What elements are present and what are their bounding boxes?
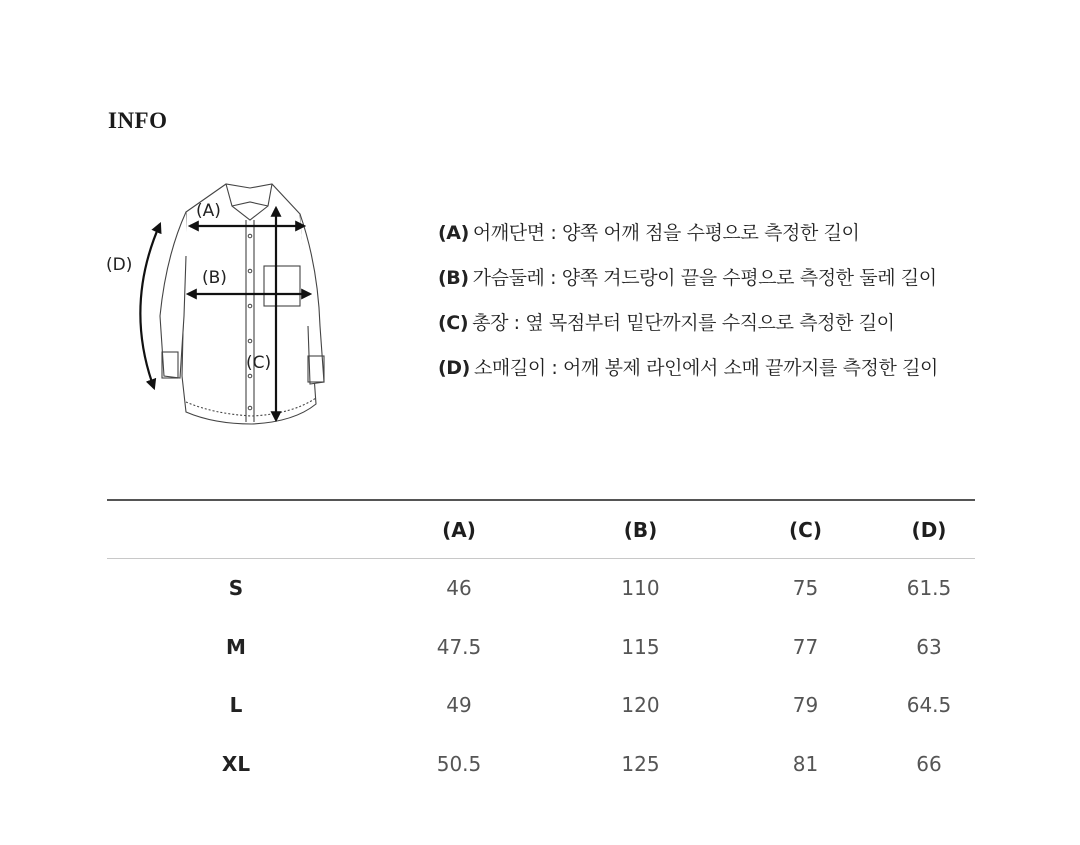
shirt-measurement-diagram bbox=[104, 176, 334, 432]
measurement-legend bbox=[438, 218, 938, 398]
table-cell: 110 bbox=[621, 576, 660, 601]
legend-item-a bbox=[438, 218, 938, 263]
diagram-label-c: (C) bbox=[246, 353, 272, 373]
arrow-d bbox=[140, 224, 160, 388]
table-cell: 63 bbox=[916, 634, 942, 659]
table-header-row bbox=[107, 500, 975, 559]
legend-text: 가슴둘레 : 양쪽 겨드랑이 끝을 수평으로 측정한 둘레 길이 bbox=[472, 267, 937, 289]
legend-key: (A) bbox=[438, 222, 469, 244]
legend-key: (D) bbox=[438, 357, 470, 379]
table-cell: 77 bbox=[792, 634, 819, 659]
column-header-d: (D) bbox=[911, 517, 947, 542]
table-cell: 81 bbox=[792, 751, 819, 776]
diagram-label-d: (D) bbox=[106, 255, 133, 275]
table-cell: 61.5 bbox=[906, 576, 952, 601]
legend-key: (C) bbox=[438, 312, 469, 334]
size-table bbox=[107, 499, 975, 793]
table-cell: 46 bbox=[446, 576, 472, 601]
column-header-c: (C) bbox=[789, 517, 822, 542]
table-cell: 75 bbox=[792, 576, 819, 601]
legend-text: 어깨단면 : 양쪽 어깨 점을 수평으로 측정한 길이 bbox=[472, 222, 860, 244]
column-header-a: (A) bbox=[442, 517, 476, 542]
table-cell: 50.5 bbox=[436, 751, 482, 776]
size-label: XL bbox=[221, 751, 251, 776]
size-label: M bbox=[226, 634, 246, 659]
column-header-size bbox=[107, 500, 365, 559]
table-cell: 125 bbox=[621, 751, 660, 776]
diagram-label-b: (B) bbox=[202, 268, 227, 288]
table-row bbox=[107, 676, 975, 735]
diagram-label-a: (A) bbox=[196, 201, 221, 221]
shirt-outline bbox=[160, 184, 324, 424]
legend-key: (B) bbox=[438, 267, 469, 289]
size-label: S bbox=[228, 576, 244, 601]
legend-text: 소매길이 : 어깨 봉제 라인에서 소매 끝까지를 측정한 길이 bbox=[473, 357, 939, 379]
table-row bbox=[107, 735, 975, 794]
legend-item-b bbox=[438, 263, 938, 308]
legend-item-d bbox=[438, 353, 938, 398]
table-cell: 120 bbox=[621, 693, 660, 718]
table-cell: 66 bbox=[916, 751, 942, 776]
table-row bbox=[107, 618, 975, 677]
legend-item-c bbox=[438, 308, 938, 353]
table-cell: 49 bbox=[446, 693, 472, 718]
legend-text: 총장 : 옆 목점부터 밑단까지를 수직으로 측정한 길이 bbox=[472, 312, 895, 334]
page-title: INFO bbox=[108, 108, 168, 133]
table-cell: 64.5 bbox=[906, 693, 952, 718]
table-row bbox=[107, 559, 975, 618]
table-cell: 79 bbox=[792, 693, 819, 718]
size-label: L bbox=[229, 693, 243, 718]
column-header-b: (B) bbox=[623, 517, 658, 542]
table-cell: 115 bbox=[621, 634, 660, 659]
table-cell: 47.5 bbox=[436, 634, 482, 659]
